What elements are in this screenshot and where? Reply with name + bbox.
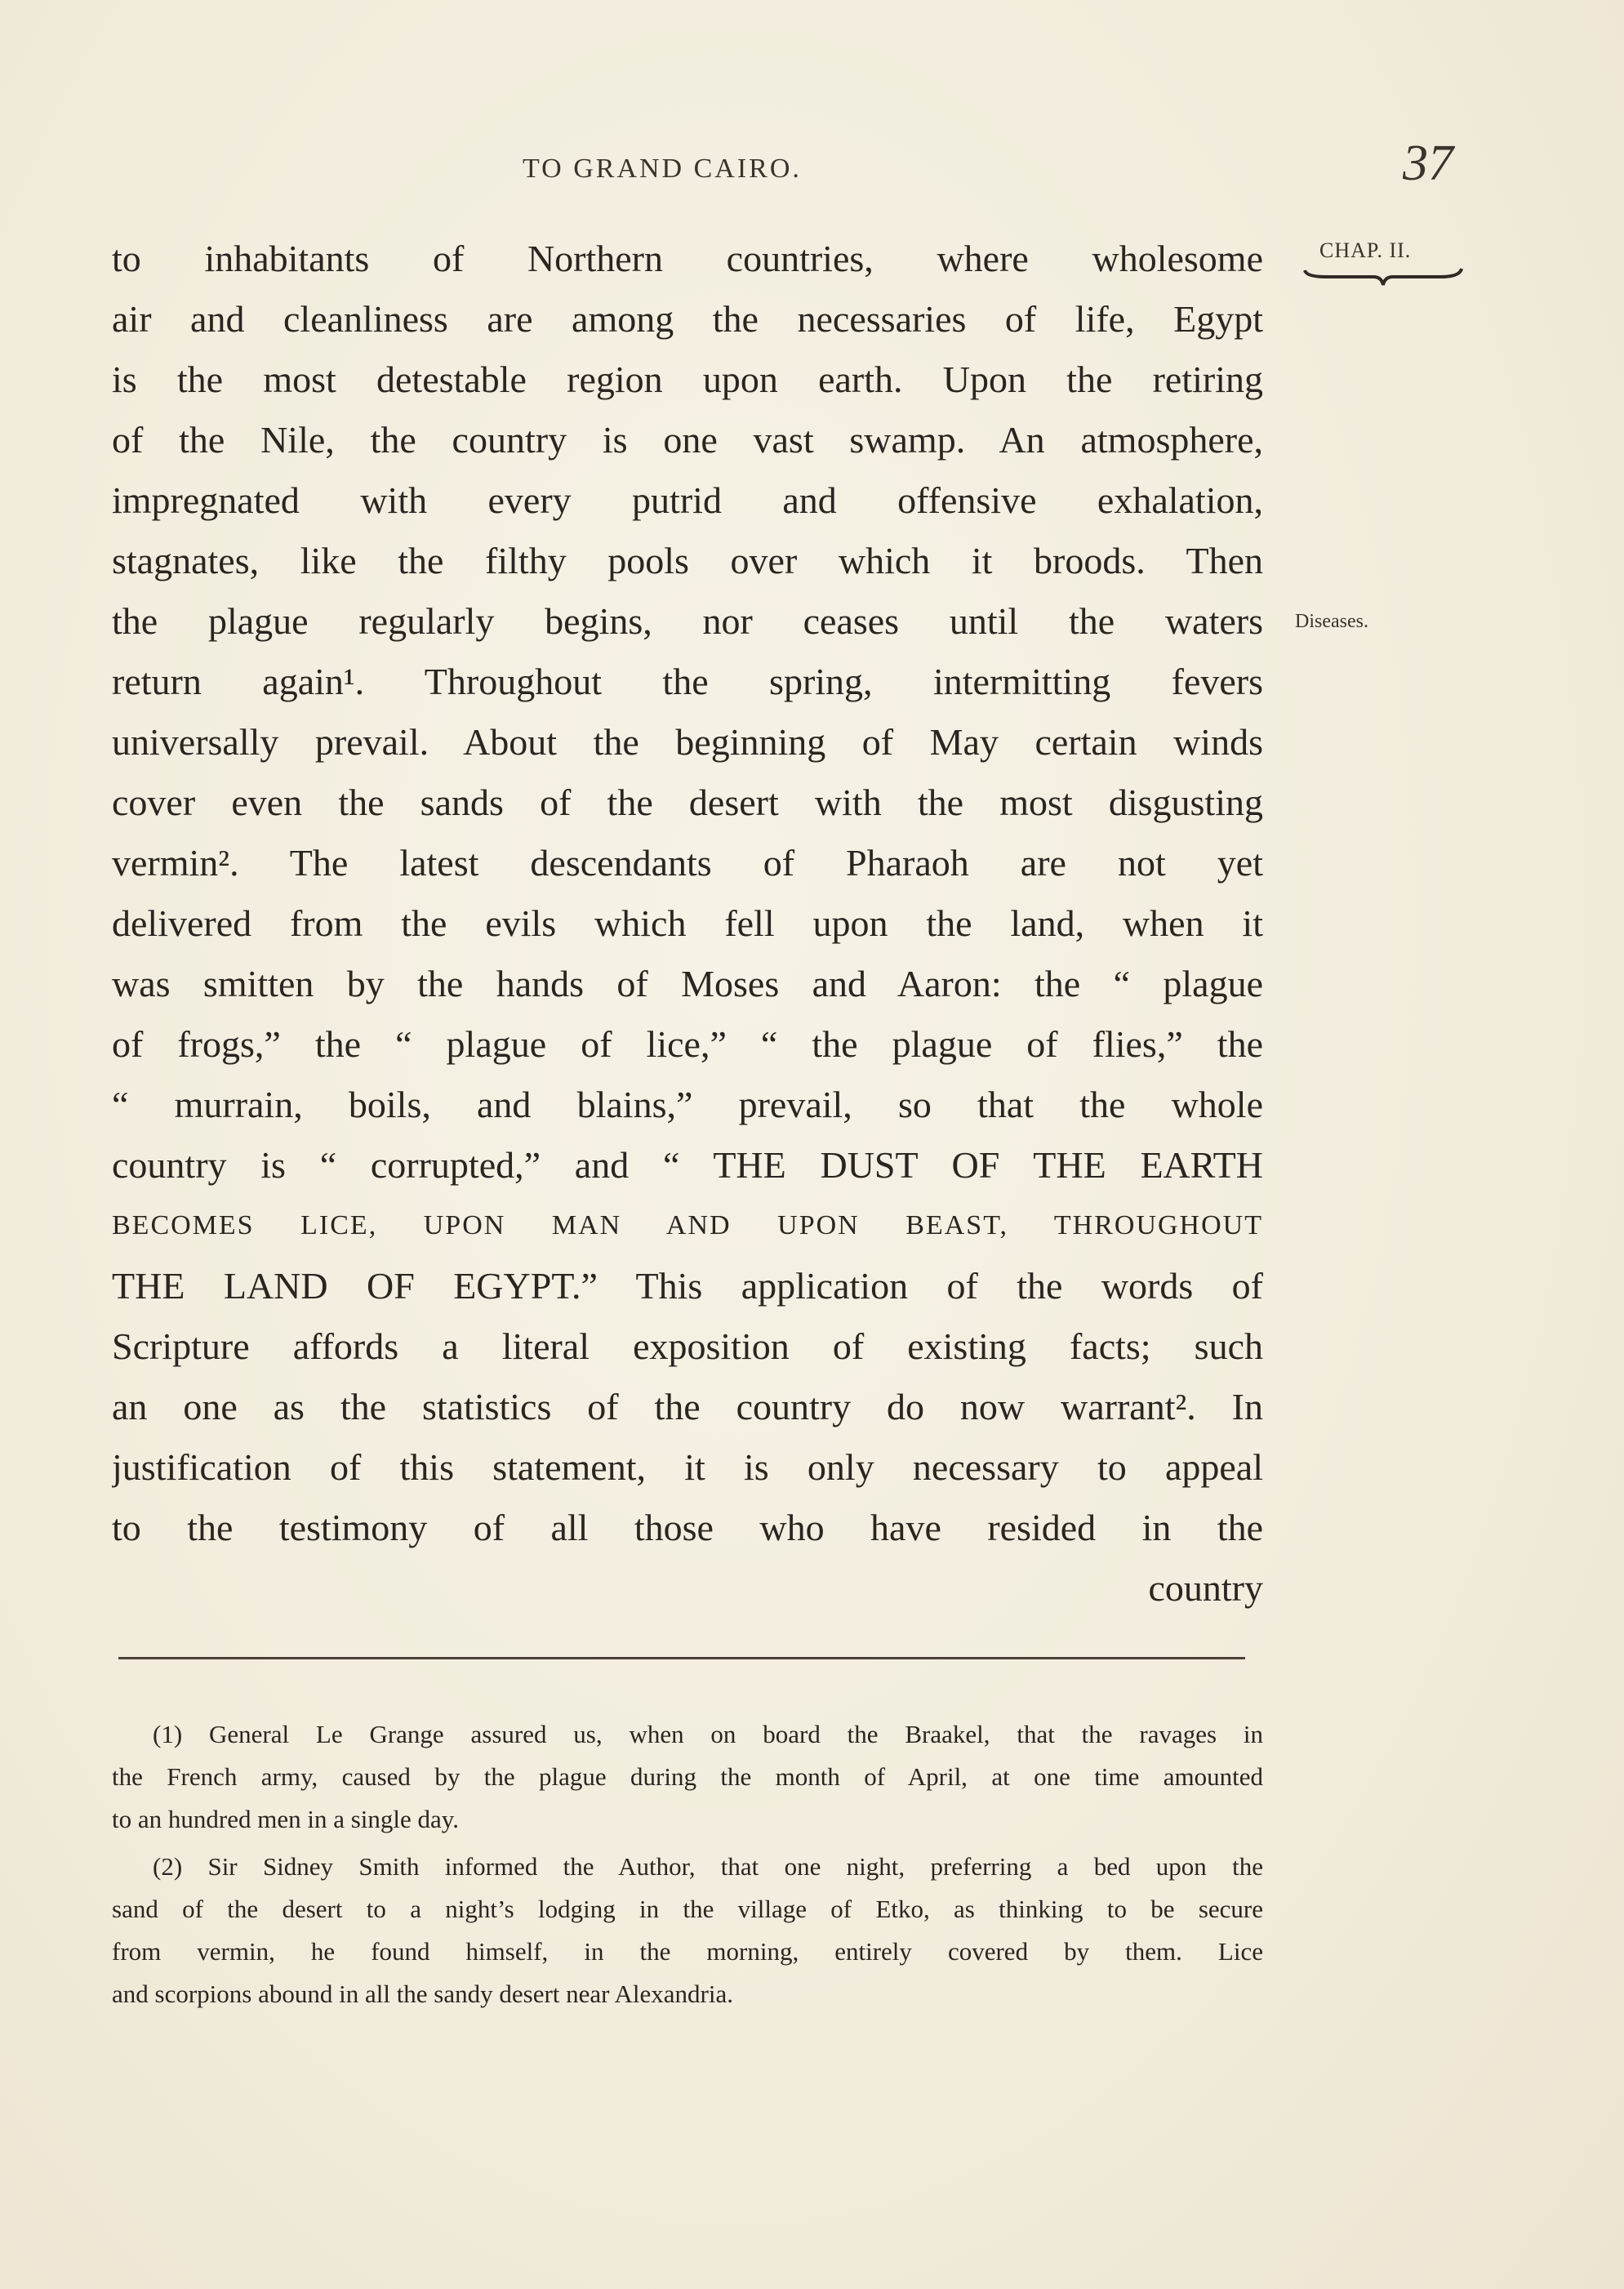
text-line: Scripture affords a literal exposition of existing facts; such — [112, 1325, 1263, 1367]
text-line: delivered from the evils which fell upon the land, when it — [112, 902, 1263, 944]
text-line: universally prevail. About the beginning of May certain winds — [112, 721, 1263, 763]
text-line: to the testimony of all those who have resided in the — [112, 1507, 1263, 1548]
running-title: TO GRAND CAIRO. — [523, 154, 802, 184]
main-text — [112, 229, 1263, 1619]
margin-note-diseases: Diseases. — [1295, 611, 1368, 632]
curly-brace-ornament — [1301, 265, 1465, 290]
text-line: is the most detestable region upon earth. Upon the retiring — [112, 358, 1263, 400]
text-line: an one as the statistics of the country do now warrant². In — [112, 1386, 1263, 1427]
text-line: THE LAND OF EGYPT.” This application of the words of — [112, 1265, 1263, 1307]
footnote-2-line: (2) Sir Sidney Smith informed the Author, that one night, preferring a bed upon the — [153, 1852, 1263, 1881]
footnote-2-line: and scorpions abound in all the sandy desert near Alexandria. — [112, 1979, 733, 2008]
chapter-marker: CHAP. II. — [1319, 238, 1412, 262]
page-number: 37 — [1403, 136, 1453, 191]
catchword: country — [1148, 1567, 1263, 1609]
text-line: “ murrain, boils, and blains,” prevail, so that the whole — [112, 1084, 1263, 1125]
text-line: stagnates, like the filthy pools over which it broods. Then — [112, 540, 1263, 581]
text-line: to inhabitants of Northern countries, where wholesome — [112, 238, 1263, 279]
text-line: impregnated with every putrid and offensive exhalation, — [112, 479, 1263, 521]
text-line: country is “ corrupted,” and “ THE DUST OF THE EARTH — [112, 1144, 1263, 1186]
footnotes — [112, 1713, 1263, 2015]
text-line-small-caps: BECOMES LICE, UPON MAN AND UPON BEAST, THROUGHOUT — [112, 1210, 1263, 1240]
footnote-1-line: to an hundred men in a single day. — [112, 1805, 459, 1833]
text-line: cover even the sands of the desert with the most disgusting — [112, 782, 1263, 823]
text-line: the plague regularly begins, nor ceases until the waters — [112, 600, 1263, 642]
text-line: of frogs,” the “ plague of lice,” “ the plague of flies,” the — [112, 1023, 1263, 1065]
text-line: air and cleanliness are among the necessaries of life, Egypt — [112, 298, 1263, 340]
text-line: vermin². The latest descendants of Pharaoh are not yet — [112, 842, 1263, 884]
footnote-divider — [118, 1657, 1245, 1659]
text-line: return again¹. Throughout the spring, intermitting fevers — [112, 661, 1263, 702]
footnote-2-line: from vermin, he found himself, in the morning, entirely covered by them. Lice — [112, 1937, 1263, 1966]
footnote-1-line: the French army, caused by the plague during the month of April, at one time amounted — [112, 1762, 1263, 1791]
text-line: justification of this statement, it is only necessary to appeal — [112, 1446, 1263, 1488]
text-line: of the Nile, the country is one vast swamp. An atmosphere, — [112, 419, 1263, 461]
text-line: was smitten by the hands of Moses and Aaron: the “ plague — [112, 963, 1263, 1004]
footnote-1-line: (1) General Le Grange assured us, when on board the Braakel, that the ravages in — [153, 1720, 1263, 1748]
footnote-2-line: sand of the desert to a night’s lodging in the village of Etko, as thinking to be secure — [112, 1895, 1263, 1923]
